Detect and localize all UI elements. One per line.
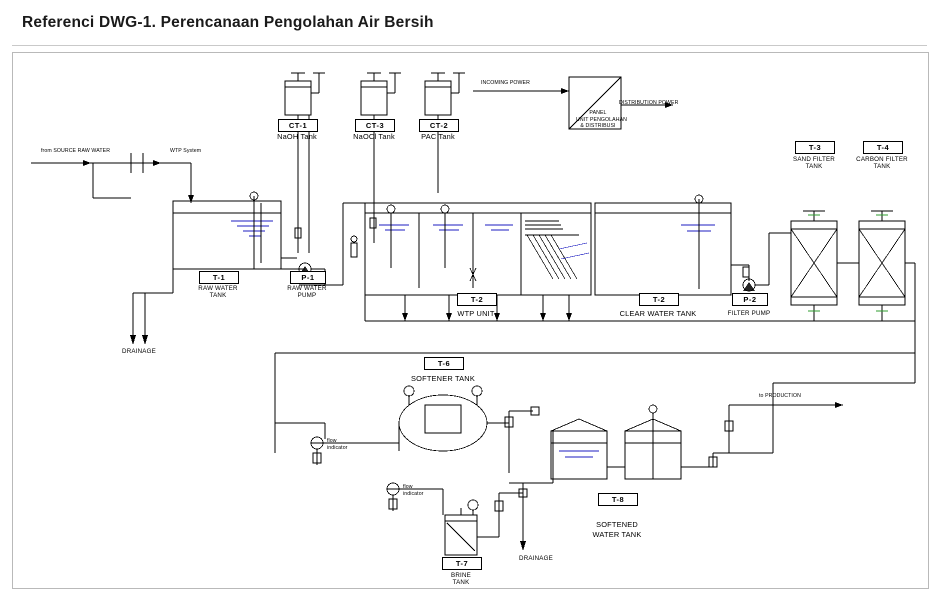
- tag-t-7: T-7: [442, 557, 482, 570]
- tag-t-8: T-8: [598, 493, 638, 506]
- incoming-power-label: INCOMING POWER: [481, 80, 530, 86]
- label-pac-tank: PAC Tank: [421, 132, 455, 141]
- tag-t-1: T-1: [199, 271, 239, 284]
- label-flow-indicator-2b: indicator: [403, 491, 424, 497]
- label-clear-water-tank: CLEAR WATER TANK: [619, 309, 697, 318]
- label-softened-water-1: SOFTENED: [596, 520, 638, 529]
- title-divider: [12, 45, 927, 46]
- diagram-frame: [12, 52, 929, 589]
- tag-p-2: P-2: [732, 293, 768, 306]
- label-sand-filter-2: TANK: [805, 163, 823, 170]
- label-naoh-tank: NaOH Tank: [277, 132, 317, 141]
- label-brine-tank-1: BRINE: [451, 572, 471, 579]
- label-brine-tank-2: TANK: [452, 579, 470, 586]
- label-flow-indicator-2a: flow: [403, 484, 413, 490]
- label-flow-indicator-1b: indicator: [327, 445, 348, 451]
- tag-ct-1: CT-1: [278, 119, 318, 132]
- label-raw-water-tank-1: RAW WATER: [198, 285, 238, 292]
- tag-t-2-clear: T-2: [639, 293, 679, 306]
- tag-ct-3: CT-3: [355, 119, 395, 132]
- label-filter-pump: FILTER PUMP: [727, 310, 771, 317]
- panel-label: PANEL UNIT PENGOLAHAN & DISTRIBUSI: [576, 110, 627, 129]
- label-carbon-filter-1: CARBON FILTER: [856, 156, 908, 163]
- process-flow-diagram: [13, 53, 926, 586]
- label-flow-indicator-1a: flow: [327, 438, 337, 444]
- source-raw-water-label: from SOURCE RAW WATER: [41, 148, 111, 154]
- label-raw-water-pump-1: RAW WATER: [287, 285, 327, 292]
- label-drainage-left: DRAINAGE: [122, 348, 156, 355]
- tag-p-1: P-1: [290, 271, 326, 284]
- label-raw-water-pump-2: PUMP: [297, 292, 317, 299]
- label-sand-filter-1: SAND FILTER: [793, 156, 835, 163]
- label-carbon-filter-2: TANK: [873, 163, 891, 170]
- tag-t-4: T-4: [863, 141, 903, 154]
- wtp-system-label: WTP System: [170, 148, 202, 154]
- tag-t-3: T-3: [795, 141, 835, 154]
- label-softened-water-2: WATER TANK: [592, 530, 642, 539]
- label-naocl-tank: NaOCl Tank: [353, 132, 395, 141]
- label-drainage-bottom: DRAINAGE: [519, 555, 553, 562]
- tag-ct-2: CT-2: [419, 119, 459, 132]
- page-title: Referenci DWG-1. Perencanaan Pengolahan Air Bersih: [22, 14, 434, 31]
- label-to-production: to PRODUCTION: [759, 393, 801, 399]
- label-wtp-unit: WTP UNIT: [457, 309, 495, 318]
- label-raw-water-tank-2: TANK: [209, 292, 227, 299]
- tag-t-2-wtp: T-2: [457, 293, 497, 306]
- tag-t-6: T-6: [424, 357, 464, 370]
- distribution-power-label: DISTRIBUTION POWER: [619, 100, 679, 106]
- label-softener-tank: SOFTENER TANK: [411, 374, 475, 383]
